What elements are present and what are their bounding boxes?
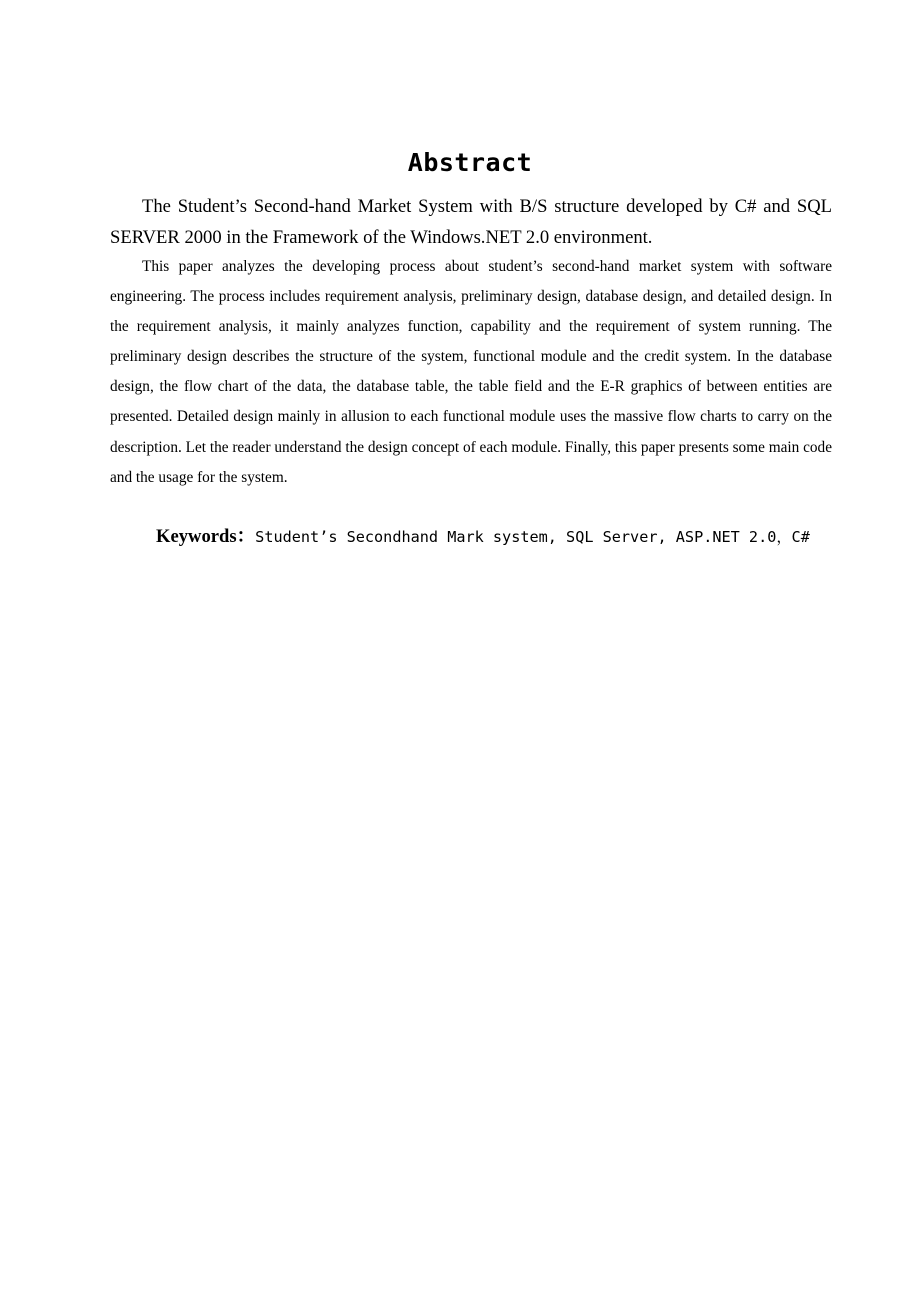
abstract-body-paragraph: This paper analyzes the developing process about student’s second-hand market system with software engineering. The process includes requirement analysis, preliminary design, database design, and detailed design. In the requirement analysis, it mainly analyzes function, capability and the requirement of system running. The preliminary design describes the structure of the system, functional module and the credit system. In the database design, the flow chart of the data, the database table, the table field and the E-R graphics of between entities are presented. Detailed design mainly in allusion to each functional module uses the massive flow charts to carry on the description. Let the reader understand the design concept of each module. Finally, this paper presents some main code and the usage for the system.	[110, 258, 832, 486]
keywords-values: Student’s Secondhand Mark system, SQL Server, ASP.NET 2.0，C#	[255, 528, 810, 546]
keywords-line	[156, 522, 856, 548]
keywords-label: Keywords：	[156, 526, 256, 547]
abstract-intro-paragraph: The Student’s Second-hand Market System with B/S structure developed by C# and SQL SERVER 2000 in the Framework of the Windows.NET 2.0 environment.	[110, 196, 832, 248]
abstract-title: Abstract	[407, 148, 533, 177]
